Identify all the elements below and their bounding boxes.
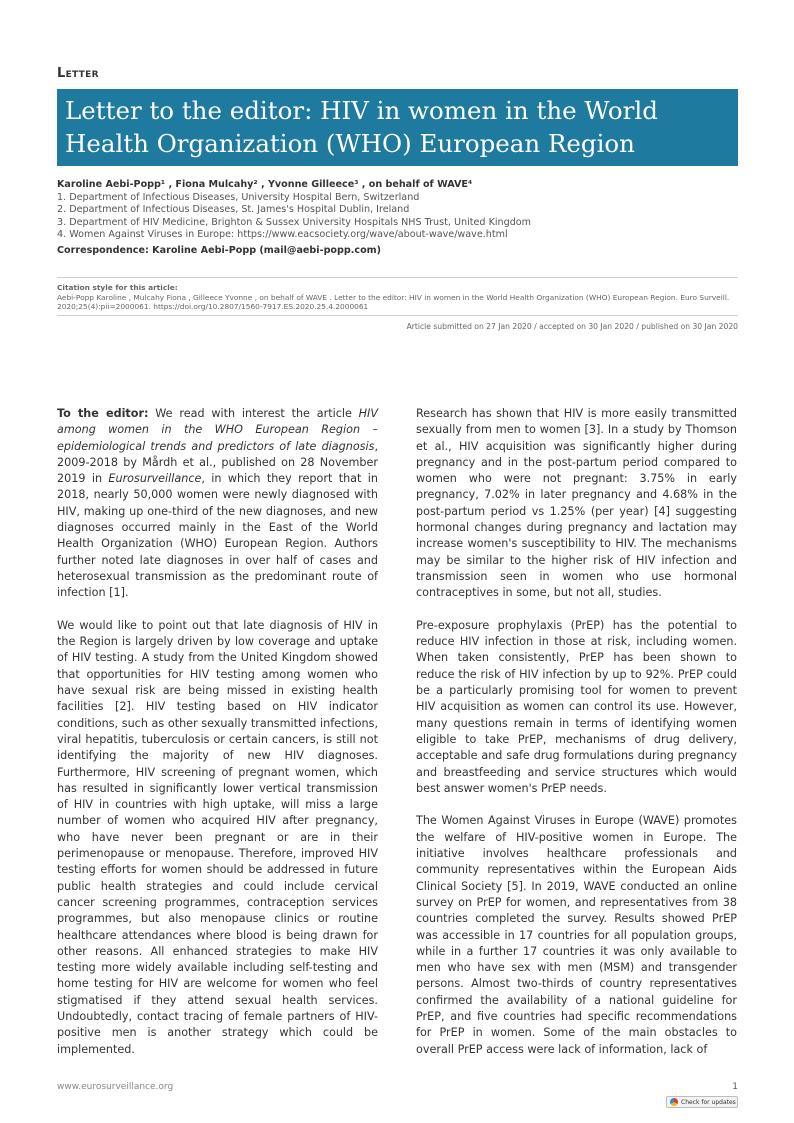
page-number: 1 (732, 1082, 738, 1092)
check-updates-button[interactable] (666, 1096, 738, 1108)
affiliation-item: 2. Department of Infectious Diseases, St. James's Hospital Dublin, Ireland (57, 204, 410, 215)
affiliation-item: 4. Women Against Viruses in Europe: https://www.eacsociety.org/wave/about-wave/wave.html (57, 229, 508, 240)
cited-article-title: HIV among women in the WHO European Region – epidemiological trends and predictors of late diagnosis (57, 407, 379, 453)
crossmark-icon (670, 1098, 678, 1106)
affiliation-item: 3. Department of HIV Medicine, Brighton & Sussex University Hospitals NHS Trust, United Kingdom (57, 216, 531, 228)
title-band (57, 89, 738, 166)
citation-text: Aebi-Popp Karoline , Mulcahy Fiona , Gilleece Yvonne , on behalf of WAVE . Letter to the editor: HIV in women in the World Health Organization (WHO) European Region. Euro Surveill. 2020;25(4):pii=2000061. https://doi.org/10.2807/1560-7917.ES.2020.25.4.2000061 (57, 292, 730, 312)
correspondence: Correspondence: Karoline Aebi-Popp (mail@aebi-popp.com) (57, 245, 382, 256)
lead-in: To the editor: (57, 407, 149, 420)
journal-name: Eurosurveillance (108, 472, 202, 486)
body-paragraph: We would like to point out that late diagnosis of HIV in the Region is largely driven by low coverage and uptake of HIV testing. A study from the United Kingdom showed that opportunities for HIV testing among women who have sexual risk are being missed in existing health facilities [2]. HIV testing based on HIV indicator conditions, such as other sexually transmitted infections, viral hepatitis, tuberculosis or certain cancers, is still not identifying the majority of new HIV diagnoses. Furthermore, HIV screening of pregnant women, which has resulted in significantly lower vertical transmission of HIV in countries with high uptake, will miss a large number of women who acquired HIV after pregnancy, who have never been pregnant or are in their perimenopause or menopause. Therefore, improved HIV testing efforts for women should be addressed in future public health strategies and could include cervical cancer screening programmes, contraception services programmes, but also menopause clinics or routine healthcare attendances where blood is being drawn for other reasons. All enhanced strategies to make HIV testing more widely available including self-testing and home testing for HIV are welcome for women who feel stigmatised if they attend sexual health services. Undoubtedly, contact tracing of female partners of HIV-positive men is another strategy which could be implemented. (57, 618, 378, 1056)
body-text: , in which they report that in 2018, nearly 50,000 women were newly diagnosed with HIV, making up one-third of the new diagnoses, and new diagnoses occurred mainly in the East of the World Health Organization (WHO) European Region. Authors further noted late diagnoses in over half of cases and heterosexual transmission as the predominant route of infection [1]. (57, 472, 378, 600)
publication-dates: Article submitted on 27 Jan 2020 / accepted on 30 Jan 2020 / published on 30 Jan 2020 (57, 315, 738, 331)
citation-label: Citation style for this article: (57, 283, 178, 292)
article-title: Letter to the editor: HIV in women in the World Health Organization (WHO) European Region (65, 96, 658, 158)
affiliation-list (57, 192, 738, 242)
body-paragraph: Research has shown that HIV is more easily transmitted sexually from men to women [3]. In a study by Thomson et al., HIV acquisition was significantly higher during pregnancy and in the post-partum period compared to women who were not pregnant: 3.75% in early pregnancy, 7.02% in later pregnancy and 4.68% in the post-partum period vs 1.25% (per year) [4] suggesting hormonal changes during pregnancy and lactation may increase women's susceptibility to HIV. The mechanisms may be similar to the higher risk of HIV infection and transmission seen in women who use hormonal contraceptives in some, but not all, studies. (416, 407, 737, 600)
section-label: Letter (57, 66, 99, 81)
body-paragraph (57, 406, 378, 602)
body-paragraph: Pre-exposure prophylaxis (PrEP) has the potential to reduce HIV infection in those at risk, including women. When taken consistently, PrEP has been shown to reduce the risk of HIV infection by up to 92%. PrEP could be a particularly promising tool for women to prevent HIV acquisition as women can control its use. However, many questions remain in terms of identifying women eligible to take PrEP, mechanisms of drug delivery, acceptable and safe drug formulations during pregnancy and breastfeeding and service structures which would best answer women's PrEP needs. (416, 618, 737, 795)
author-names: Karoline Aebi-Popp¹ , Fiona Mulcahy² , Yvonne Gilleece³ , on behalf of WAVE⁴ (57, 179, 473, 190)
author-block (57, 179, 738, 242)
footer-url[interactable]: www.eurosurveillance.org (57, 1082, 174, 1092)
body-column-left (57, 406, 378, 1074)
body-text: , 2009-2018 by Mårdh et al., published on 28 November 2019 in (57, 439, 378, 486)
affiliation-item: 1. Department of Infectious Diseases, University Hospital Bern, Switzerland (57, 191, 420, 203)
body-text: We read with interest the article (148, 407, 359, 420)
check-updates-label: Check for updates (681, 1098, 736, 1106)
body-column-right (416, 406, 737, 1074)
citation-block (57, 277, 738, 312)
body-paragraph: The Women Against Viruses in Europe (WAVE) promotes the welfare of HIV-positive women in Europe. The initiative involves healthcare professionals and community representatives within the European Aids Clinical Society [5]. In 2019, WAVE conducted an online survey on PrEP for women, and representatives from 38 countries completed the survey. Results showed PrEP was accessible in 17 countries for all population groups, while in a further 17 countries it was only available to men who have sex with men (MSM) and transgender persons. Almost two-thirds of country representatives confirmed the availability of a national guideline for PrEP, and five countries had specific recommendations for PrEP in women. Some of the main obstacles to overall PrEP access were lack of information, lack of (416, 814, 737, 1056)
